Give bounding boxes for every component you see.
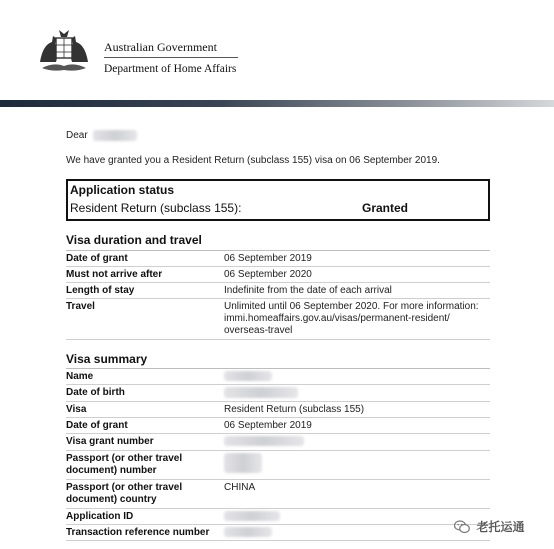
- row-value: 06 September 2019: [224, 420, 312, 431]
- status-title: Application status: [70, 183, 175, 197]
- row-value: Unlimited until 06 September 2020. For more information: immi.homeaffairs.gov.au/visas/permanent-resident/ overseas-travel: [224, 301, 479, 336]
- row-value: [224, 436, 490, 448]
- table-row: [66, 385, 490, 402]
- redacted-value: [224, 436, 304, 446]
- row-value: 06 September 2019: [224, 253, 312, 264]
- header: [0, 0, 554, 100]
- redacted-value: [224, 387, 298, 398]
- redacted-value: [224, 453, 262, 473]
- summary-table: [66, 368, 490, 541]
- row-value: Resident Return (subclass 155): [224, 404, 365, 415]
- row-label: Passport (or other travel document) country: [66, 482, 183, 505]
- duration-section-title: Visa duration and travel: [66, 233, 202, 247]
- table-row: [66, 525, 490, 541]
- table-row: [66, 267, 490, 283]
- row-value: [224, 527, 490, 539]
- row-value: [224, 453, 490, 473]
- table-row: [66, 480, 490, 509]
- row-label: Visa: [66, 404, 87, 415]
- row-label: Name: [66, 371, 94, 382]
- application-status-box: [66, 179, 490, 221]
- grant-message: We have granted you a Resident Return (subclass 155) visa on 06 September 2019.: [66, 155, 440, 166]
- row-value: [224, 387, 490, 399]
- row-value: CHINA: [224, 482, 256, 493]
- row-label: Passport (or other travel document) number: [66, 453, 183, 476]
- row-label: Date of grant: [66, 420, 128, 431]
- government-title: Australian Government: [104, 40, 217, 54]
- row-label: Visa grant number: [66, 436, 154, 447]
- summary-section-title: Visa summary: [66, 352, 148, 366]
- row-label: Must not arrive after: [66, 269, 163, 280]
- row-label: Transaction reference number: [66, 527, 210, 538]
- table-row: [66, 251, 490, 267]
- redacted-name: [93, 130, 137, 141]
- status-value: Granted: [362, 201, 409, 215]
- row-value: 06 September 2020: [224, 269, 312, 280]
- row-label: Date of birth: [66, 387, 125, 398]
- row-label: Travel: [66, 301, 95, 312]
- coat-of-arms-icon: [36, 28, 92, 76]
- table-row: [66, 418, 490, 434]
- row-label: Date of grant: [66, 253, 128, 264]
- redacted-value: [224, 527, 272, 537]
- header-rule: [104, 57, 238, 58]
- redacted-value: [224, 511, 280, 521]
- table-row: [66, 434, 490, 451]
- row-value: [224, 511, 490, 523]
- status-visa-label: Resident Return (subclass 155):: [70, 201, 242, 215]
- header-banner: [0, 100, 554, 107]
- government-name: [104, 40, 254, 76]
- watermark: [454, 518, 524, 536]
- table-row: [66, 509, 490, 525]
- row-value: Indefinite from the date of each arrival: [224, 285, 392, 296]
- table-row: [66, 369, 490, 385]
- row-label: Application ID: [66, 511, 134, 522]
- table-row: [66, 402, 490, 418]
- row-label: Length of stay: [66, 285, 135, 296]
- redacted-value: [224, 371, 272, 381]
- table-row: [66, 283, 490, 299]
- duration-table: [66, 250, 490, 340]
- wechat-icon: [454, 520, 470, 534]
- greeting-text: Dear: [66, 130, 88, 142]
- table-row: [66, 299, 490, 340]
- greeting: [66, 130, 137, 141]
- row-value: [224, 371, 490, 383]
- watermark-text: 老托运通: [476, 520, 525, 535]
- department-title: Department of Home Affairs: [104, 63, 237, 75]
- table-row: [66, 451, 490, 480]
